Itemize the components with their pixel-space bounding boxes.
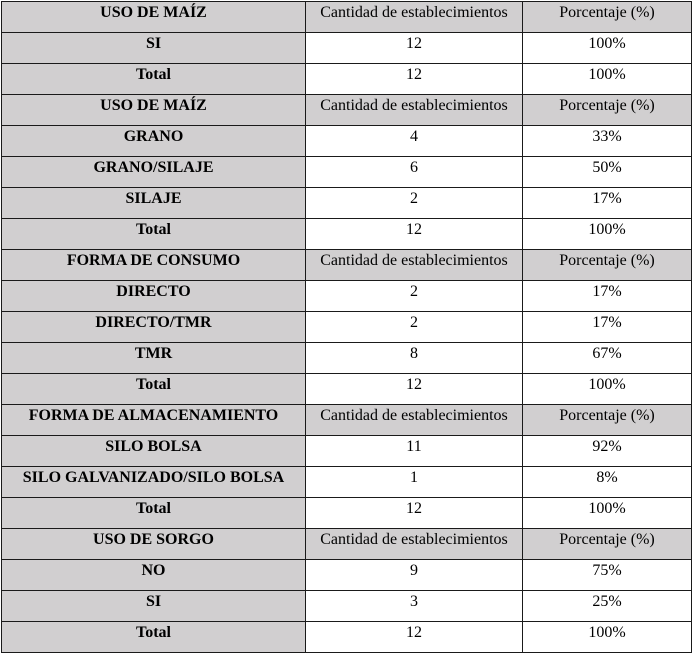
table-row [2, 343, 692, 374]
percent-cell: 100% [523, 374, 692, 405]
percent-cell: 100% [523, 622, 692, 653]
section-title: USO DE SORGO [2, 529, 306, 560]
row-label: Total [2, 498, 306, 529]
percent-cell: 92% [523, 436, 692, 467]
percent-column-header: Porcentaje (%) [523, 95, 692, 126]
row-label: DIRECTO [2, 281, 306, 312]
count-column-header: Cantidad de establecimientos [306, 405, 523, 436]
total-row [2, 219, 692, 250]
table-row [2, 560, 692, 591]
percent-cell: 50% [523, 157, 692, 188]
row-label: SILO BOLSA [2, 436, 306, 467]
table-row [2, 157, 692, 188]
table-row [2, 467, 692, 498]
percent-column-header: Porcentaje (%) [523, 2, 692, 33]
table-row [2, 33, 692, 64]
count-cell: 12 [306, 498, 523, 529]
count-cell: 12 [306, 33, 523, 64]
section-header-row [2, 250, 692, 281]
total-row [2, 498, 692, 529]
percent-cell: 8% [523, 467, 692, 498]
count-cell: 12 [306, 219, 523, 250]
table-row [2, 436, 692, 467]
count-cell: 2 [306, 281, 523, 312]
count-cell: 12 [306, 374, 523, 405]
table-row [2, 126, 692, 157]
section-header-row [2, 405, 692, 436]
count-cell: 1 [306, 467, 523, 498]
section-title: USO DE MAÍZ [2, 2, 306, 33]
row-label: Total [2, 219, 306, 250]
section-header-row [2, 2, 692, 33]
percent-column-header: Porcentaje (%) [523, 405, 692, 436]
section-title: USO DE MAÍZ [2, 95, 306, 126]
percent-cell: 100% [523, 33, 692, 64]
row-label: GRANO [2, 126, 306, 157]
percent-column-header: Porcentaje (%) [523, 250, 692, 281]
percent-cell: 33% [523, 126, 692, 157]
percent-cell: 100% [523, 498, 692, 529]
table-row [2, 188, 692, 219]
row-label: SI [2, 33, 306, 64]
row-label: Total [2, 64, 306, 95]
row-label: SILAJE [2, 188, 306, 219]
row-label: Total [2, 374, 306, 405]
count-column-header: Cantidad de establecimientos [306, 250, 523, 281]
row-label: DIRECTO/TMR [2, 312, 306, 343]
percent-cell: 17% [523, 312, 692, 343]
percent-cell: 100% [523, 64, 692, 95]
row-label: SI [2, 591, 306, 622]
row-label: SILO GALVANIZADO/SILO BOLSA [2, 467, 306, 498]
row-label: GRANO/SILAJE [2, 157, 306, 188]
section-title: FORMA DE ALMACENAMIENTO [2, 405, 306, 436]
count-cell: 12 [306, 64, 523, 95]
percent-cell: 25% [523, 591, 692, 622]
row-label: NO [2, 560, 306, 591]
total-row [2, 374, 692, 405]
row-label: Total [2, 622, 306, 653]
table-body [2, 2, 692, 653]
section-header-row [2, 529, 692, 560]
percent-cell: 67% [523, 343, 692, 374]
establishments-table [1, 1, 692, 653]
count-cell: 9 [306, 560, 523, 591]
count-cell: 2 [306, 188, 523, 219]
percent-cell: 17% [523, 281, 692, 312]
percent-column-header: Porcentaje (%) [523, 529, 692, 560]
percent-cell: 17% [523, 188, 692, 219]
count-cell: 6 [306, 157, 523, 188]
total-row [2, 64, 692, 95]
row-label: TMR [2, 343, 306, 374]
table-row [2, 312, 692, 343]
count-column-header: Cantidad de establecimientos [306, 2, 523, 33]
count-cell: 4 [306, 126, 523, 157]
percent-cell: 75% [523, 560, 692, 591]
count-column-header: Cantidad de establecimientos [306, 529, 523, 560]
count-cell: 8 [306, 343, 523, 374]
count-cell: 2 [306, 312, 523, 343]
count-column-header: Cantidad de establecimientos [306, 95, 523, 126]
section-title: FORMA DE CONSUMO [2, 250, 306, 281]
count-cell: 3 [306, 591, 523, 622]
count-cell: 12 [306, 622, 523, 653]
table-row [2, 281, 692, 312]
count-cell: 11 [306, 436, 523, 467]
section-header-row [2, 95, 692, 126]
percent-cell: 100% [523, 219, 692, 250]
table-row [2, 591, 692, 622]
total-row [2, 622, 692, 653]
